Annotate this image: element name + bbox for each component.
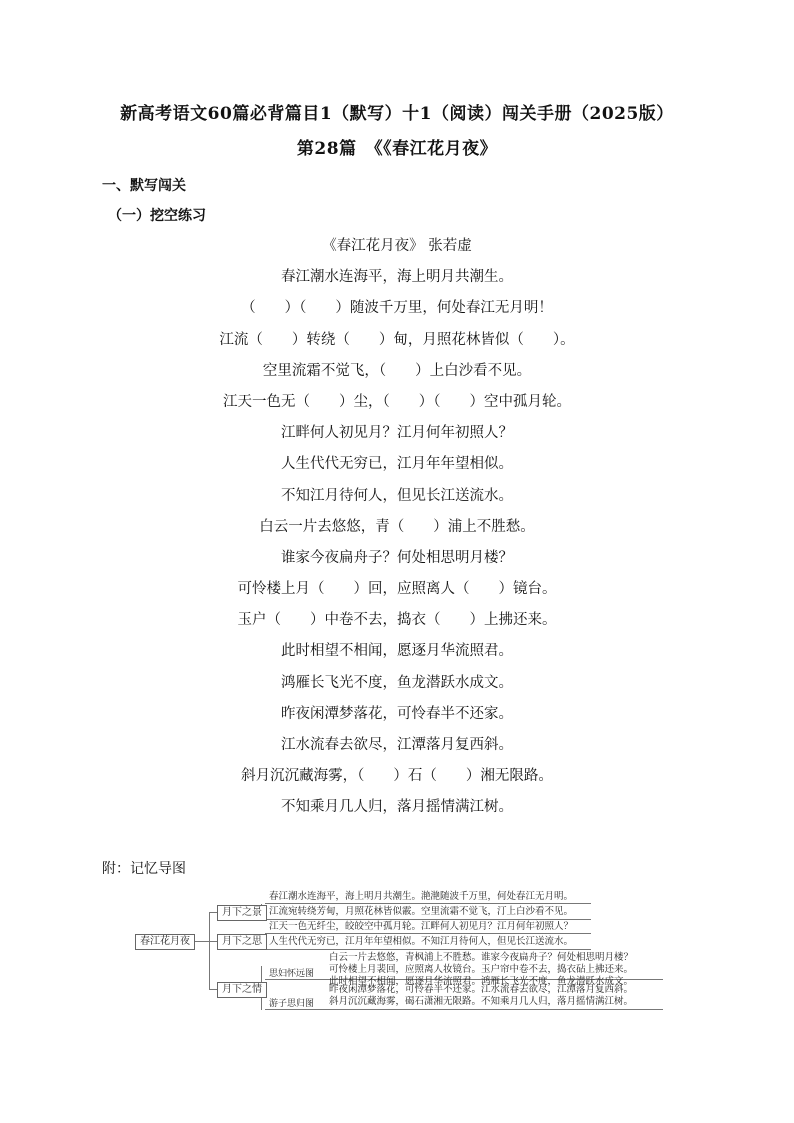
mindmap-branch: 月下之情 [217, 982, 267, 998]
poem-line: 空里流霜不觉飞，（ ）上白沙看不见。 [262, 362, 532, 379]
leaf-underline [265, 933, 591, 934]
connector-line [209, 989, 217, 990]
poem-line: 玉户（ ）中卷不去，捣衣（ ）上拂还来。 [237, 612, 557, 629]
connector-line [209, 912, 210, 990]
poem-line: 不知江月待何人，但见长江送流水。 [281, 487, 513, 504]
mindmap-subtag: 游子思归图 [269, 999, 315, 1009]
mindmap-root: 春江花月夜 [135, 934, 195, 950]
poem-line: 春江潮水连海平，海上明月共潮生。 [281, 269, 513, 286]
connector-line [209, 912, 217, 913]
poem-line: 谁家今夜扁舟子？何处相思明月楼？ [281, 549, 513, 566]
poem-line: 不知乘月几人归，落月摇情满江树。 [281, 799, 513, 816]
mindmap-leaf: 春江潮水连海平，海上明月共潮生。滟滟随波千万里，何处春江无月明。 [269, 891, 574, 902]
leaf-underline [265, 919, 591, 920]
appendix-label: 附：记忆导图 [102, 861, 186, 877]
poem-line: 白云一片去悠悠，青（ ）浦上不胜愁。 [259, 518, 535, 535]
poem-line: 江天一色无（ ）尘，（ ）（ ）空中孤月轮。 [223, 393, 571, 410]
poem-line: 斜月沉沉藏海雾，（ ）石（ ）湘无限路。 [241, 768, 553, 785]
section-heading: 一、默写闯关 [102, 178, 186, 194]
poem-line: 江水流春去欲尽，江潭落月复西斜。 [281, 737, 513, 753]
poem-line: 此时相望不相闻，愿逐月华流照君。 [281, 643, 513, 660]
memory-mind-map [133, 882, 663, 1012]
mindmap-leaf: 昨夜闲潭梦落花，可怜春半不还家。江水流春去欲尽，江潭落月复西斜。 [329, 984, 634, 995]
poem-line: 鸿雁长飞光不度，鱼龙潜跃水成文。 [281, 674, 513, 691]
subsection-heading: （一）挖空练习 [108, 208, 206, 224]
poem-block [0, 231, 794, 824]
mindmap-leaf: 可怜楼上月裴回，应照离人妆镜台。玉户帘中卷不去，捣衣砧上拂还来。 [329, 964, 634, 975]
poem-line: 江流（ ）转绕（ ）甸，月照花林皆似（ ）。 [219, 331, 575, 348]
mindmap-leaf: 江流宛转绕芳甸，月照花林皆似霰。空里流霜不觉飞，汀上白沙看不见。 [269, 906, 574, 917]
poem-line: （ ）（ ）随波千万里，何处春江无月明！ [241, 300, 553, 317]
mindmap-leaf: 江天一色无纤尘，皎皎空中孤月轮。江畔何人初见月？江月何年初照人？ [269, 921, 574, 932]
connector-line [195, 941, 209, 942]
leaf-underline [265, 1009, 663, 1010]
mindmap-leaf: 白云一片去悠悠，青枫浦上不胜愁。谁家今夜扁舟子？何处相思明月楼？ [329, 952, 634, 963]
mindmap-branch: 月下之思 [217, 934, 267, 950]
mindmap-subtag: 思妇怀远图 [269, 969, 315, 979]
document-title: 新高考语文60篇必背篇目1（默写）十1（阅读）闯关手册（2025版） [120, 104, 674, 124]
mindmap-leaf: 此时相望不相闻，愿逐月华流照君。鸿雁长飞光不度，鱼龙潜跃水成文。 [329, 976, 634, 987]
leaf-underline [265, 949, 591, 950]
poem-line: 江畔何人初见月？江月何年初照人？ [281, 425, 513, 442]
poem-line: 昨夜闲潭梦落花，可怜春半不还家。 [281, 705, 513, 722]
mindmap-branch: 月下之景 [217, 905, 267, 921]
mindmap-leaf: 人生代代无穷已，江月年年望相似。不知江月待何人，但见长江送流水。 [269, 936, 574, 947]
connector-line [209, 941, 217, 942]
poem-line: 人生代代无穷已，江月年年望相似。 [281, 456, 513, 473]
poem-line: 可怜楼上月（ ）回，应照离人（ ）镜台。 [237, 581, 557, 598]
document-subtitle: 第28篇 《《春江花月夜》 [296, 139, 498, 159]
leaf-underline [265, 903, 591, 904]
mindmap-leaf: 斜月沉沉藏海雾，碣石潇湘无限路。不知乘月几人归，落月摇情满江树。 [329, 996, 634, 1007]
poem-heading: 《春江花月夜》 张若虚 [322, 238, 472, 254]
